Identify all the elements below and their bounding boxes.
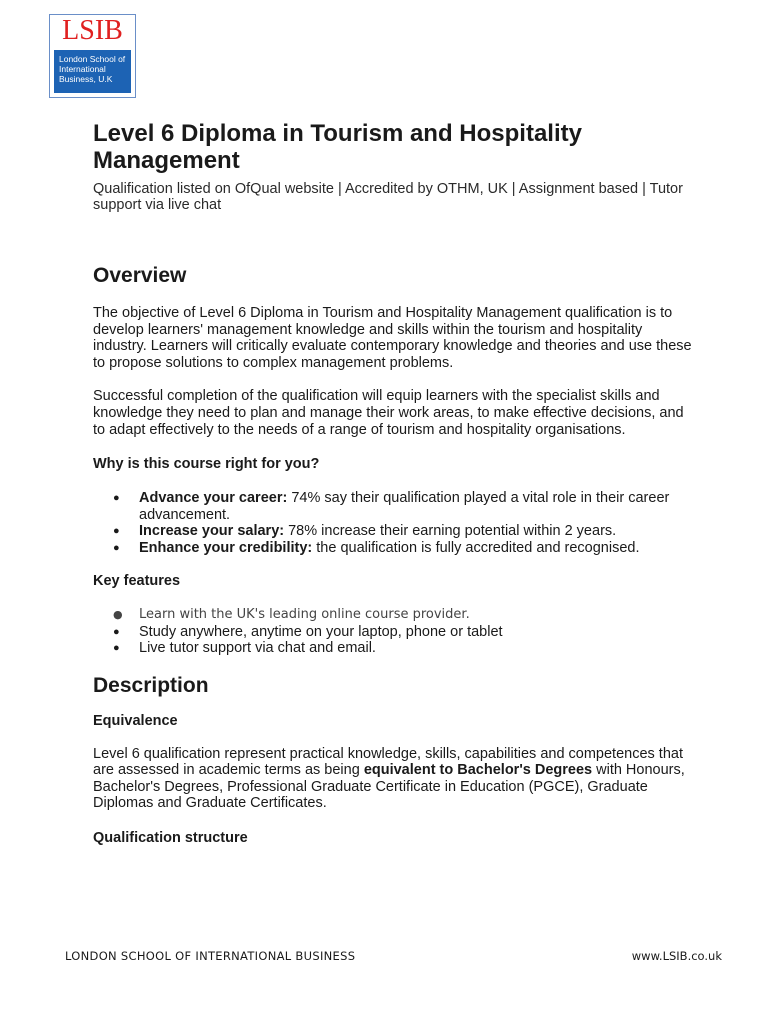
feature-text: Live tutor support via chat and email.	[139, 640, 376, 656]
equivalence-text-1: Level 6 qualification represent practical knowledge, skills, capabilities and competences that are assessed in academic terms as being	[93, 745, 683, 778]
footer-school-name: LONDON SCHOOL OF INTERNATIONAL BUSINESS	[65, 949, 356, 963]
features-list	[93, 607, 693, 657]
why-list	[93, 490, 693, 556]
why-item	[93, 540, 693, 557]
logo-name-block	[54, 50, 131, 93]
feature-item	[93, 640, 693, 657]
why-item-text: 78% increase their earning potential within 2 years.	[284, 523, 617, 539]
logo-abbr: LSIB	[62, 15, 123, 46]
why-heading: Why is this course right for you?	[93, 456, 320, 472]
footer-website: www.LSIB.co.uk	[631, 949, 722, 963]
logo-line-3: Business, U.K	[59, 74, 113, 84]
bullet-icon: ●	[113, 541, 120, 554]
equivalence-heading: Equivalence	[93, 712, 178, 729]
bullet-icon: ●	[113, 608, 123, 621]
overview-heading: Overview	[93, 264, 187, 287]
document-body	[93, 120, 693, 846]
equivalence-bold: equivalent to Bachelor's Degrees	[363, 762, 593, 778]
page-title: Level 6 Diploma in Tourism and Hospitality Management	[93, 120, 582, 174]
equivalence-paragraph	[93, 746, 693, 812]
overview-paragraph-1: The objective of Level 6 Diploma in Tourism and Hospitality Management qualification is to develop learners' management knowledge and skills within the tourism and hospitality industry. Learners will critically evaluate contemporary knowledge and theories and use these to propose solutions to complex management problems.	[93, 305, 692, 371]
description-heading: Description	[93, 673, 209, 697]
feature-item	[93, 624, 693, 641]
bullet-icon: ●	[113, 492, 120, 504]
bullet-icon: ●	[113, 642, 120, 654]
overview-paragraph-2: Successful completion of the qualification will equip learners with the specialist skills and knowledge they need to plan and manage their work areas, to make effective decisions, and to adapt effectively to the needs of a range of tourism and hospitality organisations.	[93, 388, 684, 438]
bullet-icon: ●	[113, 625, 120, 638]
why-item	[93, 523, 693, 540]
page-subtitle: Qualification listed on OfQual website | Accredited by OTHM, UK | Assignment based | Tutor support via live chat	[93, 181, 683, 213]
why-item-bold: Enhance your credibility:	[139, 539, 313, 556]
logo-line-2: International	[59, 64, 106, 74]
bullet-icon: ●	[113, 525, 120, 537]
lsib-logo	[49, 14, 136, 98]
why-item	[93, 490, 693, 523]
logo-line-1: London School of	[59, 54, 126, 64]
feature-item	[93, 607, 693, 624]
why-item-text: the qualification is fully accredited and recognised.	[312, 539, 640, 556]
why-item-bold: Advance your career:	[139, 490, 288, 506]
why-item-text: 74% say their qualification played a vital role in their career advancement.	[139, 490, 670, 523]
equivalence-text-2: with Honours, Bachelor's Degrees, Professional Graduate Certificate in Education (PGCE), Graduate Diplomas and Graduate Certificates.	[93, 762, 685, 811]
feature-text: Learn with the UK's leading online course provider.	[139, 607, 470, 622]
feature-text: Study anywhere, anytime on your laptop, phone or tablet	[139, 623, 503, 640]
qualification-structure-heading: Qualification structure	[93, 829, 248, 846]
why-item-bold: Increase your salary:	[139, 523, 285, 539]
key-features-heading: Key features	[93, 573, 181, 589]
